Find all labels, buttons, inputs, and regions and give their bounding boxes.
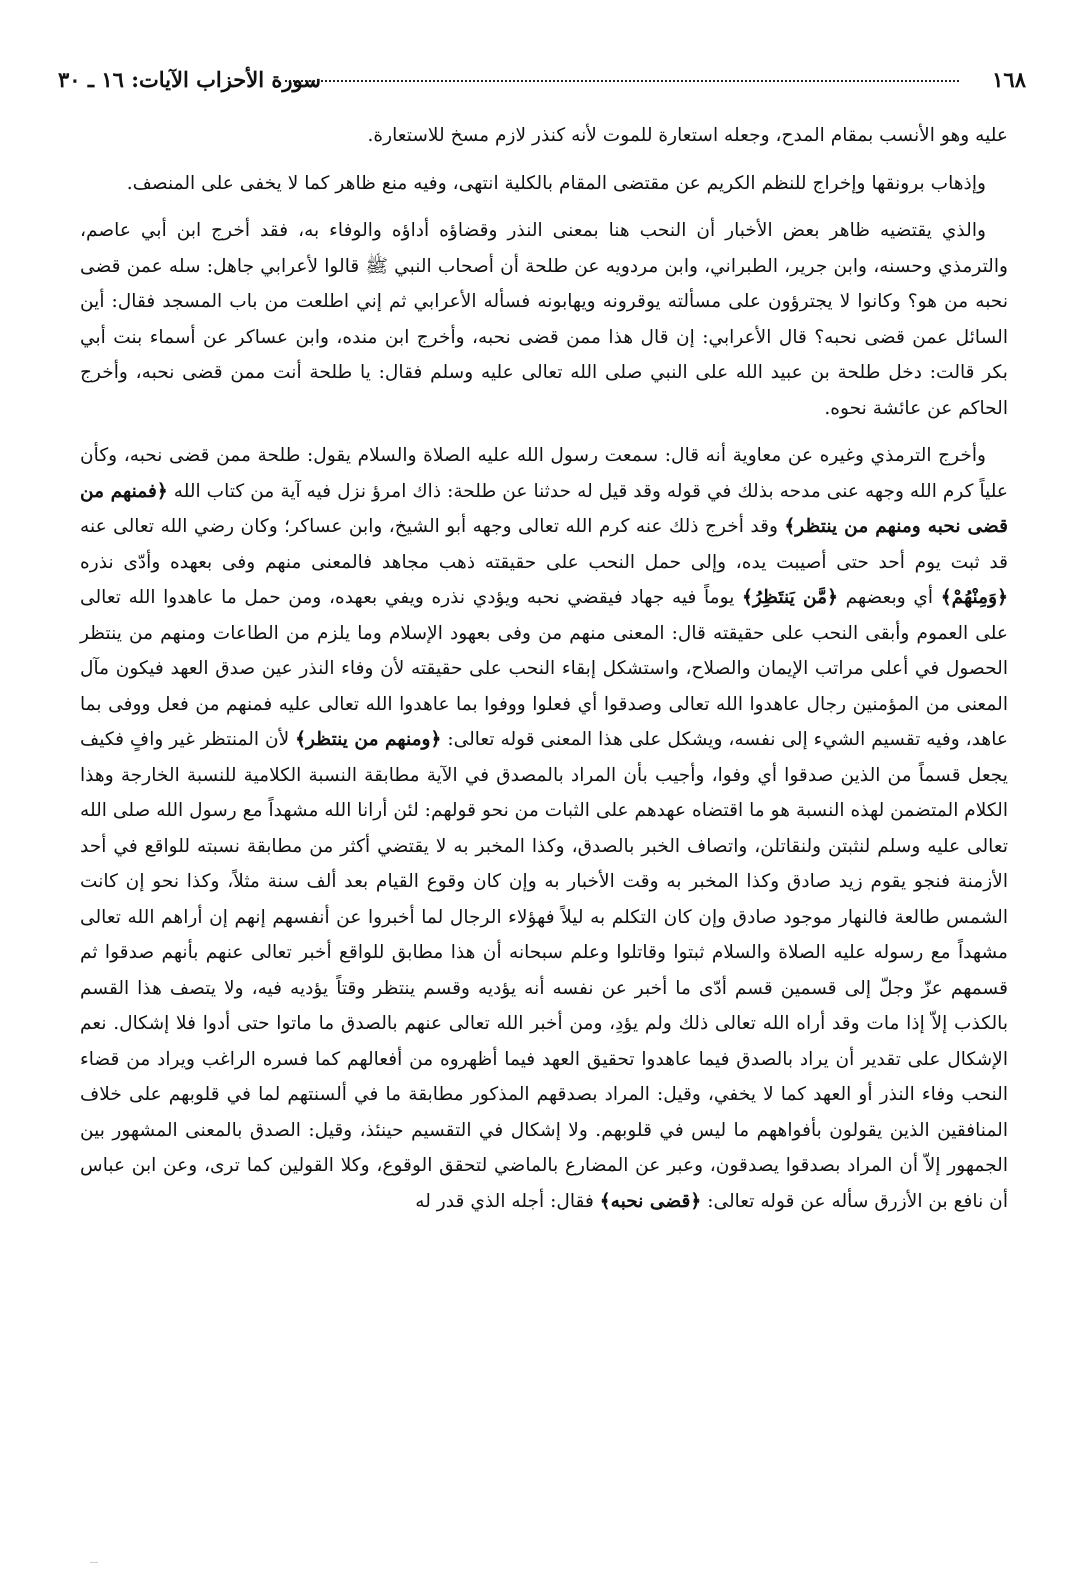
page-number: ١٦٨ xyxy=(992,66,1026,92)
running-title: سورة الأحزاب الآيات: ١٦ ـ ٣٠ xyxy=(58,66,321,92)
text-run: أي وبعضهم xyxy=(838,587,941,608)
text-run: لأن المنتظر غير وافٍ فكيف يجعل قسماً من الذين صدقوا أي وفوا، وأجيب بأن المراد بالمصدق في الآية مطابقة النسبة الكلامية للنسبة الخارجة وهذا الكلام المتضمن لهذه النسبة هو ما اقتضاه عهدهم على الثبات من نحو قولهم: لئن أرانا الله مشهداً مع رسول الله صلى الله تعالى عليه وسلم لنثبتن ولنقاتلن، واتصاف الخبر بالصدق، وكذا المخبر به لا يقتضي أكثر من مطابقة نسبته للواقع في أحد الأزمنة فنجو يقوم زيد صادق وكذا المخبر به وقت الأخبار به وإن كان وقوع القيام بعد ألف سنة مثلاً، وكذا نحو إن كانت الشمس طالعة فالنهار موجود صادق وإن كان التكلم به ليلاً فهؤلاء الرجال لما أخبروا عن أنفسهم إنهم إن أراهم الله تعالى مشهداً مع رسوله عليه الصلاة والسلام ثبتوا وقاتلوا وعلم سبحانه أن هذا مطابق للواقع أخبر تعالى عنهم بأنهم صدقوا ثم قسمهم عزّ وجلّ إلى قسمين قسم أدّى ما أخبر عن نفسه أنه يؤديه وقسم ينتظر وقتاً يؤديه فيه، ولا يتصف هذا القسم بالكذب إلاّ إذا مات وقد أراه الله تعالى ذلك ولم يؤدِ، ومن أخبر الله تعالى عنهم بالصدق ما ماتوا حتى أدوا فلا إشكال. نعم الإشكال على تقدير أن يراد بالصدق فيما عاهدوا تحقيق العهد فيما أظهروه من أفعالهم كما فسره الراغب ويراد من قضاء النحب وفاء النذر أو العهد كما لا يخفي، وقيل: المراد بصدقهم المذكور مطابقة ما في ألسنتهم لما في قلوبهم على خلاف المنافقين الذين يقولون بأفواههم ما ليس في قلوبهم. ولا إشكال في التقسيم حينئذ، وقيل: الصدق بالمعنى المشهور بين الجمهور إلاّ أن المراد بصدقوا يصدقون، وعبر عن المضارع بالماضي لتحقق الوقوع، وكلا القولين كما ترى، وعن ابن عباس أن نافع بن الأزرق سأله عن قوله تعالى: xyxy=(80,729,1008,1212)
quran-quote: ﴿مَّن يَنتَظِرُ﴾ xyxy=(742,587,838,608)
page-corner-mark xyxy=(90,1562,98,1571)
text-run: والذي يقتضيه ظاهر بعض الأخبار أن النحب هنا بمعنى النذر وقضاؤه أداؤه والوفاء به، فقد أخرج ابن أبي عاصم، والترمذي وحسنه، وابن جرير، الطبراني، وابن مردويه عن طلحة أن أصحاب النبي ﷺ قالوا لأعرابي جاهل: سله عمن قضى نحبه من هو؟ وكانوا لا يجترؤون على مسألته يوقرونه ويهابونه فسأله الأعرابي ثم إني اطلعت من باب المسجد فقال: أين السائل عمن قضى نحبه؟ قال الأعرابي: إن قال هذا ممن قضى نحبه، وأخرج ابن منده، وابن عساكر عن أسماء بنت أبي بكر قالت: دخل طلحة بن عبيد الله على النبي صلى الله تعالى عليه وسلم فقال: يا طلحة أنت ممن قضى نحبه، وأخرج الحاكم عن عائشة نحوه. xyxy=(80,220,1008,419)
quran-quote: ﴿قضى نحبه﴾ xyxy=(599,1190,702,1212)
header-dotted-leader xyxy=(285,80,959,82)
quran-quote: ﴿فمنهم من قضى نحبه ومنهم من ينتظر﴾ xyxy=(80,480,1008,537)
text-run: وأخرج الترمذي وغيره عن معاوية أنه قال: سمعت رسول الله عليه الصلاة والسلام يقول: طلحة ممن قضى نحبه، وكأن علياً كرم الله وجهه عنى مدحه بذلك في قوله وقد قيل له حدثنا عن طلحة: ذاك امرؤ نزل فيه آية من كتاب الله xyxy=(80,445,1008,502)
text-run: يوماً فيه جهاد فيقضي نحبه ويؤدي نذره ويفي بعهده، ومن حمل ما عاهدوا الله تعالى على العموم وأبقى النحب على حقيقته قال: المعنى منهم من وفى بعهود الإسلام وما يلزم من الطاعات ومنهم من ينتظر الحصول في أعلى مراتب الإيمان والصلاح، واستشكل إبقاء النحب على حقيقته لأن وفاء النذر عين صدق العهد فيكون مآل المعنى من المؤمنين رجال عاهدوا الله تعالى وصدقوا أي فعلوا ووفوا بما عاهدوا الله تعالى عليه فمنهم من فعل ووفى بما عاهد، وفيه تقسيم الشيء إلى نفسه، ويشكل على هذا المعنى قوله تعالى: xyxy=(80,587,1008,750)
quran-quote: ﴿وَمِنْهُمْ﴾ xyxy=(940,587,1008,608)
paragraph xyxy=(80,438,1008,1219)
quran-quote: ﴿ومنهم من ينتظر﴾ xyxy=(295,729,442,750)
paragraph xyxy=(80,213,1008,426)
text-run: عليه وهو الأنسب بمقام المدح، وجعله استعارة للموت لأنه كنذر لازم مسخ للاستعارة. xyxy=(367,125,1008,146)
text-run: وإذهاب برونقها وإخراج للنظم الكريم عن مقتضى المقام بالكلية انتهى، وفيه منع ظاهر كما لا يخفى على المنصف. xyxy=(126,172,986,194)
paragraph xyxy=(80,118,1008,154)
text-run: وقد أخرج ذلك عنه كرم الله تعالى وجهه أبو الشيخ، وابن عساكر؛ وكان رضي الله تعالى عنه قد ثبت يوم أحد حتى أصيبت يده، وإلى حمل النحب على حقيقته ذهب مجاهد فالمعنى منهم وفى بعهده وأدّى نذره xyxy=(80,516,1008,573)
text-run: فقال: أجله الذي قدر له xyxy=(415,1190,600,1212)
body-text xyxy=(80,118,1008,1231)
page-header xyxy=(58,62,1026,96)
paragraph xyxy=(80,166,1008,202)
